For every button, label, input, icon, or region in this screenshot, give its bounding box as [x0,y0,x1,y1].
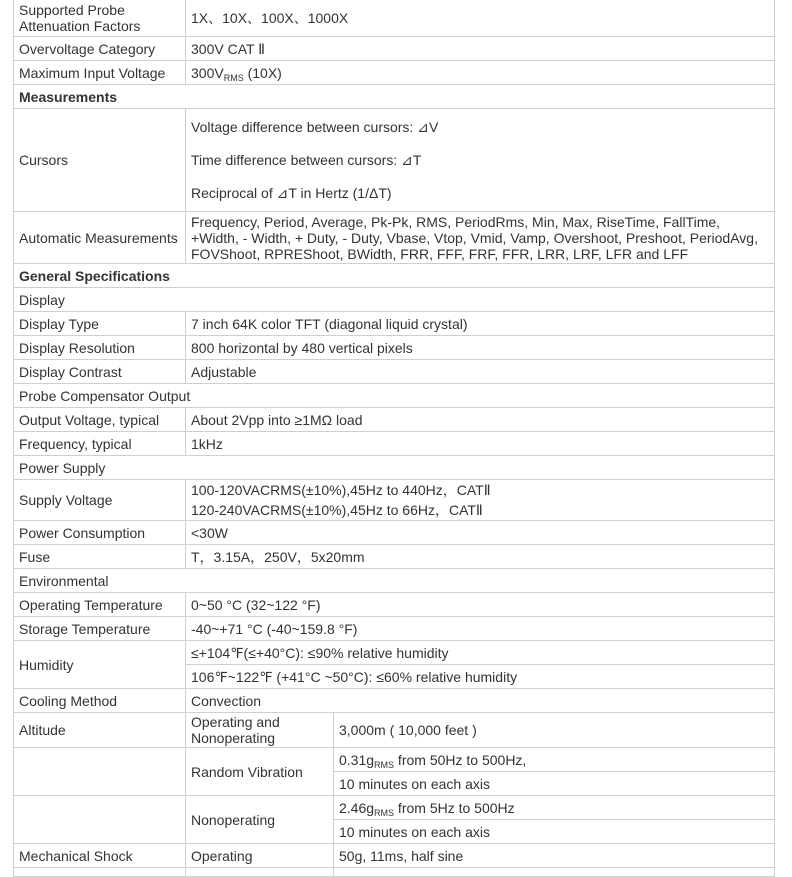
row-label: Supply Voltage [14,480,186,521]
table-row [14,796,775,820]
category-label: Power Supply [14,456,775,480]
table-row [14,713,775,748]
value-main: 2.46g [339,799,375,816]
label-line: Attenuation Factors [19,18,141,34]
mid-line: Nonoperating [191,730,276,746]
row-label [14,868,186,877]
section-header: General Specifications [14,264,775,288]
row-value [186,109,775,212]
row-label: Frequency, typical [14,432,186,456]
row-value: Convection [186,689,775,713]
table-row [14,37,775,61]
category-label: Probe Compensator Output [14,384,775,408]
row-label [14,0,186,37]
row-label: Operating Temperature [14,593,186,617]
row-value [186,61,775,85]
row-mid: Nonoperating [186,796,334,844]
category-row [14,569,775,593]
row-value: 3,000m ( 10,000 feet ) [334,713,775,748]
category-row [14,288,775,312]
row-value: ≤+104℉(≤+40°C): ≤90% relative humidity [186,641,775,665]
row-value: Frequency, Period, Average, Pk-Pk, RMS, PeriodRms, Min, Max, RiseTime, FallTime, +Width, - Width, + Duty, - Duty, Vbase, Vtop, Vmid, Vamp, Overshoot, Preshoot, PeriodAvg, FOVShoot, RPREShoot, BWidth, FRR, FFF, FRF, FFR, LRR, LRF, LFR and LFF [186,212,775,264]
row-value: -40~+71 °C (-40~159.8 °F) [186,617,775,641]
table-row [14,360,775,384]
section-header-row [14,264,775,288]
table-row [14,312,775,336]
row-value: About 2Vpp into ≥1MΩ load [186,408,775,432]
row-value: 106℉~122℉ (+41°C ~50°C): ≤60% relative humidity [186,665,775,689]
row-value: <30W [186,521,775,545]
row-label: Display Type [14,312,186,336]
table-row [14,545,775,569]
category-label: Display [14,288,775,312]
table-row [14,593,775,617]
row-value: 1kHz [186,432,775,456]
mid-line: Operating and [191,714,280,730]
table-row [14,109,775,212]
row-label: Display Resolution [14,336,186,360]
value-subscript: RMS [374,807,395,818]
table-row [14,844,775,868]
row-value: 300V CAT Ⅱ [186,37,775,61]
table-row [14,61,775,85]
row-label [14,796,186,844]
row-value: Adjustable [186,360,775,384]
table-row [14,0,775,37]
category-row [14,384,775,408]
value-line: Reciprocal of ⊿T in Hertz (1/ΔT) [191,185,392,201]
value-line: Time difference between cursors: ⊿T [191,152,422,168]
value-tail: from 50Hz to 500Hz, [394,751,527,768]
row-label: Mechanical Shock [14,844,186,868]
value-tail: (10X) [243,64,282,81]
row-label: Display Contrast [14,360,186,384]
spec-table [13,0,775,877]
row-label: Overvoltage Category [14,37,186,61]
row-label [14,748,186,796]
row-value: 800 horizontal by 480 vertical pixels [186,336,775,360]
row-value: 50g, 11ms, half sine [334,844,775,868]
table-row [14,480,775,521]
category-row [14,456,775,480]
row-mid: Random Vibration [186,748,334,796]
row-value [334,748,775,772]
row-label: Fuse [14,545,186,569]
label-line: Supported Probe [19,2,125,18]
row-value [334,868,775,877]
row-label: Cooling Method [14,689,186,713]
row-label: Storage Temperature [14,617,186,641]
row-mid: Operating [186,844,334,868]
section-header-row [14,85,775,109]
table-row [14,868,775,877]
row-mid [186,713,334,748]
row-label: Power Consumption [14,521,186,545]
row-value: 7 inch 64K color TFT (diagonal liquid crystal) [186,312,775,336]
value-line: Voltage difference between cursors: ⊿V [191,119,439,135]
value-tail: from 5Hz to 500Hz [394,799,515,816]
table-row [14,748,775,772]
row-value: 0~50 °C (32~122 °F) [186,593,775,617]
value-line: 100-120VACRMS(±10%),45Hz to 440Hz，CATⅡ [191,482,491,498]
table-row [14,408,775,432]
value-subscript: RMS [223,72,244,83]
table-row [14,212,775,264]
row-mid [186,868,334,877]
row-value: 1X、10X、100X、1000X [186,0,775,37]
row-value: 10 minutes on each axis [334,772,775,796]
table-row [14,617,775,641]
table-row [14,521,775,545]
row-value: 10 minutes on each axis [334,820,775,844]
row-value [186,480,775,521]
table-row [14,432,775,456]
row-label: Output Voltage, typical [14,408,186,432]
row-label: Maximum Input Voltage [14,61,186,85]
row-label: Automatic Measurements [14,212,186,264]
section-header: Measurements [14,85,775,109]
row-value: T，3.15A，250V，5x20mm [186,545,775,569]
row-label: Humidity [14,641,186,689]
table-row [14,336,775,360]
value-main: 0.31g [339,751,375,768]
row-label: Cursors [14,109,186,212]
row-label: Altitude [14,713,186,748]
table-row [14,689,775,713]
value-subscript: RMS [374,759,395,770]
row-value [334,796,775,820]
category-label: Environmental [14,569,775,593]
value-main: 300V [191,64,224,81]
value-line: 120-240VACRMS(±10%),45Hz to 66Hz，CATⅡ [191,502,483,518]
table-row [14,641,775,665]
